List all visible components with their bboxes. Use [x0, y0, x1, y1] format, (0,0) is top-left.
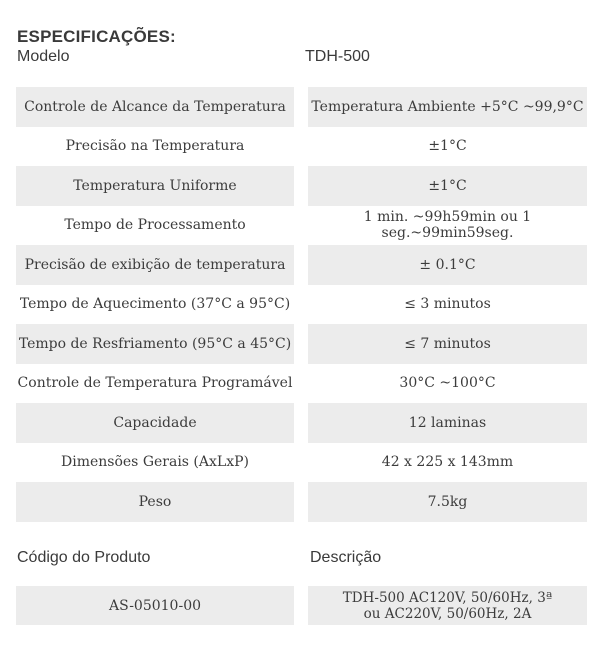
spec-value: 7.5kg	[308, 482, 587, 522]
spec-value: ≤ 7 minutos	[308, 324, 587, 364]
table-row	[16, 403, 587, 443]
specifications-heading: ESPECIFICAÇÕES:	[17, 27, 176, 46]
table-row	[16, 87, 587, 127]
spec-value: 1 min. ~99h59min ou 1 seg.~99min59seg.	[308, 206, 587, 246]
table-row	[16, 285, 587, 325]
spec-value: ≤ 3 minutos	[308, 285, 587, 325]
spec-label: Capacidade	[16, 403, 294, 443]
spec-value: ±1°C	[308, 166, 587, 206]
spec-value: ±1°C	[308, 127, 587, 167]
description-line-2: ou AC220V, 50/60Hz, 2A	[363, 605, 532, 622]
spec-value: 12 laminas	[308, 403, 587, 443]
spec-label: Tempo de Processamento	[16, 206, 294, 246]
table-row	[16, 127, 587, 167]
product-description	[308, 586, 587, 625]
spec-value: Temperatura Ambiente +5°C ~99,9°C	[308, 87, 587, 127]
model-value: TDH-500	[305, 48, 370, 65]
spec-label: Precisão na Temperatura	[16, 127, 294, 167]
product-code-label: Código do Produto	[17, 549, 151, 566]
table-row	[16, 324, 587, 364]
specifications-table	[16, 87, 587, 522]
spec-label: Dimensões Gerais (AxLxP)	[16, 443, 294, 483]
spec-value: ± 0.1°C	[308, 245, 587, 285]
table-row	[16, 206, 587, 246]
spec-label: Tempo de Resfriamento (95°C a 45°C)	[16, 324, 294, 364]
spec-value: 42 x 225 x 143mm	[308, 443, 587, 483]
spec-label: Temperatura Uniforme	[16, 166, 294, 206]
spec-value: 30°C ~100°C	[308, 364, 587, 404]
description-label: Descrição	[310, 549, 382, 566]
spec-label: Peso	[16, 482, 294, 522]
table-row	[16, 364, 587, 404]
table-row	[16, 166, 587, 206]
model-label: Modelo	[17, 48, 70, 65]
spec-label: Precisão de exibição de temperatura	[16, 245, 294, 285]
product-code: AS-05010-00	[16, 586, 294, 625]
table-row	[16, 245, 587, 285]
spec-label: Tempo de Aquecimento (37°C a 95°C)	[16, 285, 294, 325]
spec-label: Controle de Temperatura Programável	[16, 364, 294, 404]
description-line-1: TDH-500 AC120V, 50/60Hz, 3ª	[342, 589, 553, 606]
table-row	[16, 443, 587, 483]
table-row	[16, 482, 587, 522]
spec-label: Controle de Alcance da Temperatura	[16, 87, 294, 127]
product-row	[16, 586, 587, 625]
